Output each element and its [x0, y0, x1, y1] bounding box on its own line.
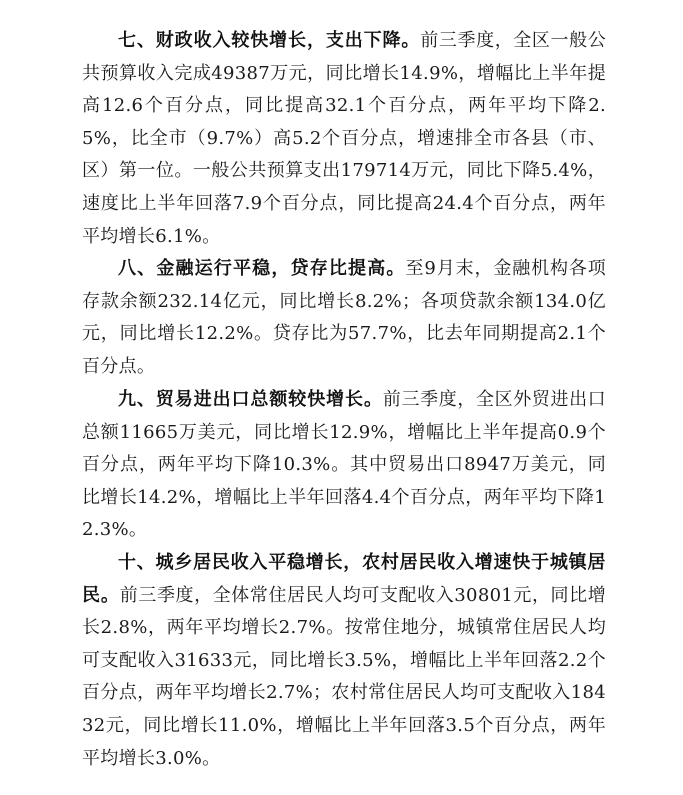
paragraph-body: 前三季度，全体常住居民人均可支配收入30801元，同比增长2.8%，两年平均增长2.7%。按常住地分，城镇常住居民人均可支配收入31633元，同比增长3.5%，增幅比上半年回落2.2个百分点，两年平均增长2.7%；农村常住居民人均可支配收入18432元，同比增长11.0%，增幅比上半年回落3.5个百分点，两年平均增长3.0%。 — [82, 584, 606, 769]
paragraph-heading: 十、城乡居民收入平稳增长，农村居民收入增速快于城镇居民。 — [82, 552, 606, 606]
paragraph-resident-income — [82, 547, 606, 775]
paragraph-body: 前三季度，全区一般公共预算收入完成49387万元，同比增长14.9%，增幅比上半年提高12.6个百分点，同比提高32.1个百分点，两年平均下降2.5%，比全市（9.7%）高5.2个百分点，增速排全市各县（市、区）第一位。一般公共预算支出179714万元，同比下降5.4%，速度比上半年回落7.9个百分点，同比提高24.4个百分点，两年平均增长6.1%。 — [82, 30, 606, 247]
paragraph-finance — [82, 253, 606, 383]
paragraph-heading: 九、贸易进出口总额较快增长。 — [118, 389, 383, 410]
paragraph-trade — [82, 384, 606, 547]
paragraph-body: 至9月末，金融机构各项存款余额232.14亿元，同比增长8.2%；各项贷款余额134.0亿元，同比增长12.2%。贷存比为57.7%，比去年同期提高2.1个百分点。 — [82, 258, 606, 377]
paragraph-heading: 七、财政收入较快增长，支出下降。 — [118, 30, 421, 51]
paragraph-fiscal-revenue — [82, 25, 606, 253]
paragraph-heading: 八、金融运行平稳，贷存比提高。 — [118, 258, 406, 279]
paragraph-body: 前三季度，全区外贸进出口总额11665万美元，同比增长12.9%，增幅比上半年提高0.9个百分点，两年平均下降10.3%。其中贸易出口8947万美元，同比增长14.2%，增幅比上半年回落4.4个百分点，两年平均下降12.3%。 — [82, 389, 606, 541]
